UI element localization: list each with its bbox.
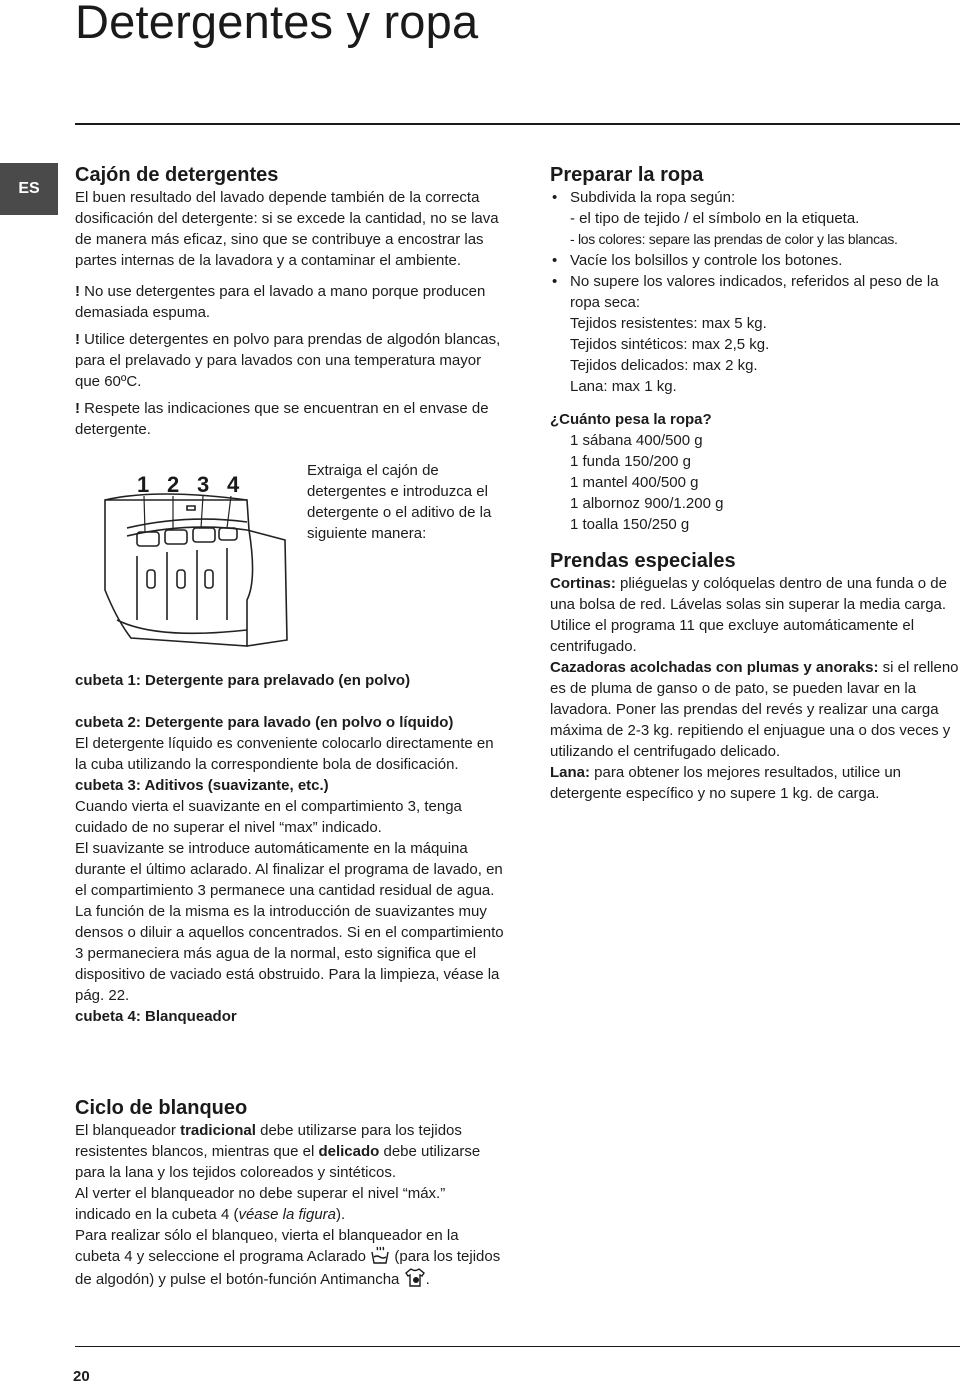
figure-caption: Extraiga el cajón de detergentes e introduzca el detergente o el aditivo de la siguiente manera: [307,462,492,542]
prep-list-2 [550,250,960,313]
weight-2: Tejidos sintéticos: max 2,5 kg. [570,336,770,353]
prep-heading: Preparar la ropa [550,164,704,186]
page-title: Detergentes y ropa [75,0,479,48]
tray-3-label: cubeta 3: Aditivos (suavizante, etc.) [75,777,329,794]
item-3: 1 mantel 400/500 g [570,474,699,491]
weight-3: Tejidos delicados: max 2 kg. [570,357,758,374]
drawer-intro: El buen resultado del lavado depende también de la correcta dosificación del detergente: si se excede la cantidad, no se lava de manera más eficaz, sino que se contribuye a encostrar las partes internas de la lavadora y a contaminar el ambiente. [75,189,499,269]
warning-1: ! No use detergentes para el lavado a mano porque producen demasiada espuma. [75,283,486,321]
wool-paragraph: Lana: para obtener los mejores resultados, utilice un detergente específico y no supere 1 kg. de carga. [550,764,902,802]
item-1: 1 sábana 400/500 g [570,432,703,449]
warning-mark: ! [75,331,80,348]
warning-mark: ! [75,283,80,300]
list-item: • Vacíe los bolsillos y controle los botones. [550,250,960,271]
bleach-paragraph-3: Para realizar sólo el blanqueo, vierta el blanqueador en la cubeta 4 y seleccione el programa Aclarado (para los tejidos de algodón) y pulse el botón-función Antimancha . [75,1227,501,1288]
tray-4-label: cubeta 4: Blanqueador [75,1008,237,1025]
prep-sub-2: - los colores: separe las prendas de color y las blancas. [570,231,898,247]
detergent-drawer-illustration [97,470,293,660]
curtains-paragraph: Cortinas: pliéguelas y colóquelas dentro de una funda o de una bolsa de red. Lávelas solas sin superar la media carga. Utilice el programa 11 que excluye automáticamente el centrifugado. [550,575,947,655]
list-item: • No supere los valores indicados, referidos al peso de la ropa seca: [550,271,960,313]
warning-3: ! Respete las indicaciones que se encuentran en el envase de detergente. [75,400,489,438]
drawer-figure-block [75,460,505,670]
rinse-icon [370,1246,390,1264]
tray-1-label: cubeta 1: Detergente para prelavado (en polvo) [75,672,411,689]
tray-2-label: cubeta 2: Detergente para lavado (en polvo o líquido) [75,714,454,731]
left-column [75,163,505,1027]
language-tab: ES [0,163,58,215]
weight-1: Tejidos resistentes: max 5 kg. [570,315,767,332]
item-5: 1 toalla 150/250 g [570,516,690,533]
list-item: • Subdivida la ropa según: [550,187,960,208]
right-column [550,163,960,804]
page-number: 20 [73,1368,90,1385]
item-2: 1 funda 150/200 g [570,453,691,470]
figure-number-2: 2 [167,472,180,497]
warning-mark: ! [75,400,80,417]
jackets-paragraph: Cazadoras acolchadas con plumas y anoraks: si el relleno es de pluma de ganso o de pato, se pueden lavar en la lavadora. Poner las prendas del revés y realizar una carga máxima de 2-3 kg. repitiendo el enjuague una o dos veces y utilizando el centrifugado delicado. [550,659,959,760]
figure-number-1: 1 [137,472,150,497]
tray-2-text: El detergente líquido es conveniente colocarlo directamente en la cuba utilizando la correspondiente bola de dosificación. [75,735,494,773]
special-heading: Prendas especiales [550,550,736,572]
bleach-heading: Ciclo de blanqueo [75,1097,248,1119]
tray-3-text-1: Cuando vierta el suavizante en el compartimiento 3, tenga cuidado de no superar el nivel “max” indicado. [75,798,462,836]
bleach-paragraph-1: El blanqueador tradicional debe utilizarse para los tejidos resistentes blancos, mientras que el delicado debe utilizarse para la lana y los tejidos coloreados y sintéticos. [75,1122,481,1181]
figure-number-4: 4 [227,472,240,497]
item-4: 1 albornoz 900/1.200 g [570,495,724,512]
weigh-heading: ¿Cuánto pesa la ropa? [550,411,712,428]
footer-rule [75,1346,960,1347]
title-rule [75,123,960,125]
prep-sub-1: - el tipo de tejido / el símbolo en la etiqueta. [570,210,860,227]
bleach-section [75,1096,505,1290]
figure-number-3: 3 [197,472,210,497]
bleach-paragraph-2: Al verter el blanqueador no debe superar el nivel “máx.” indicado en la cubeta 4 (véase la figura). [75,1185,446,1223]
warning-2: ! Utilice detergentes en polvo para prendas de algodón blancas, para el prelavado y para lavados con una temperatura mayor que 60ºC. [75,331,501,390]
prep-list [550,187,960,208]
drawer-heading: Cajón de detergentes [75,164,279,186]
tray-3-text-2: El suavizante se introduce automáticamente en la máquina durante el último aclarado. Al finalizar el programa de lavado, en el compartimiento 3 permanece una cantidad residual de agua. La función de la misma es la introducción de suavizantes muy densos o diluir a aquellos concentrados. Si en el compartimiento 3 permaneciera más agua de la normal, esto significa que el dispositivo de vaciado está obstruido. Para la limpieza, véase la pág. 22. [75,840,504,1004]
stain-icon [404,1267,426,1287]
weight-4: Lana: max 1 kg. [570,378,677,395]
